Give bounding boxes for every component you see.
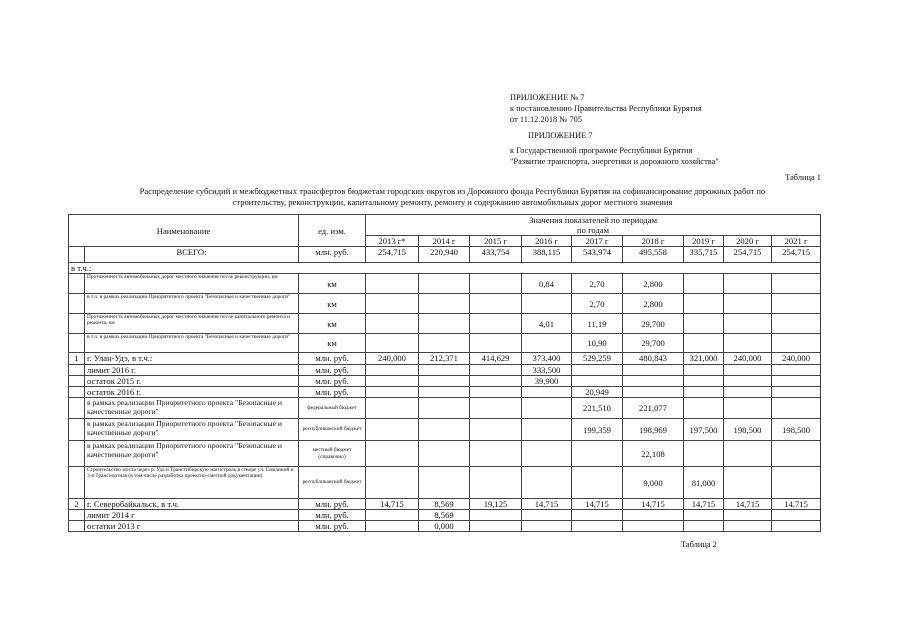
row-value	[772, 510, 821, 521]
row-value	[684, 376, 724, 387]
row-value: 240,000	[366, 353, 419, 365]
table-row	[69, 387, 821, 398]
row-unit: млн. руб.	[299, 365, 366, 376]
row-value	[772, 365, 821, 376]
table-row	[69, 499, 821, 510]
row-number	[69, 510, 85, 521]
row-value	[724, 274, 772, 294]
row-name: остаток 2015 г.	[85, 376, 299, 387]
row-name: в рамках реализации Приоритетного проекта "Безопасные и качественные дороги"	[85, 419, 299, 441]
row-value	[366, 376, 419, 387]
row-unit: республиканский бюджет	[299, 419, 366, 441]
row-value	[470, 314, 522, 334]
row-value	[366, 294, 419, 314]
row-value	[724, 365, 772, 376]
row-value: 221,510	[572, 398, 623, 419]
header-unit: ед. изм.	[299, 215, 366, 247]
row-unit: млн. руб.	[299, 499, 366, 510]
row-name: Строительство моста через р. Уда и Транссибирскую магистраль в створе ул. Смолиной и 3-я Транспортная (в том числе разработка проектно-сметной документации)	[85, 467, 299, 499]
row-value	[772, 376, 821, 387]
row-value: 2,800	[623, 274, 684, 294]
row-value	[684, 314, 724, 334]
row-number	[69, 521, 85, 532]
row-value	[522, 398, 572, 419]
row-value: 0,000	[419, 521, 470, 532]
row-value	[470, 467, 522, 499]
row-value: 4,01	[522, 314, 572, 334]
row-value	[366, 365, 419, 376]
row-unit: км	[299, 294, 366, 314]
row-value	[684, 334, 724, 353]
row-value: 335,715	[684, 247, 724, 263]
row-value: 9,000	[623, 467, 684, 499]
row-value: 543,974	[572, 247, 623, 263]
table-row	[69, 247, 821, 263]
header-line: к постановлению Правительства Республики Бурятия	[510, 104, 702, 113]
row-value	[470, 274, 522, 294]
row-value	[572, 376, 623, 387]
row-value	[572, 467, 623, 499]
row-value	[522, 387, 572, 398]
row-value: 221,077	[623, 398, 684, 419]
row-value	[470, 376, 522, 387]
row-value	[772, 314, 821, 334]
row-value	[522, 441, 572, 467]
row-value: 8,569	[419, 510, 470, 521]
row-value	[419, 314, 470, 334]
row-number: 2	[69, 499, 85, 510]
row-value	[684, 521, 724, 532]
row-value	[419, 294, 470, 314]
row-value	[470, 334, 522, 353]
header-year: 2014 г	[419, 236, 470, 247]
row-value	[522, 521, 572, 532]
row-value	[419, 467, 470, 499]
row-value	[623, 387, 684, 398]
row-value	[366, 314, 419, 334]
row-number: 1	[69, 353, 85, 365]
header-year: 2017 г	[572, 236, 623, 247]
row-value	[772, 274, 821, 294]
row-value	[419, 419, 470, 441]
row-unit: млн. руб.	[299, 376, 366, 387]
row-unit: федеральный бюджет	[299, 398, 366, 419]
row-value	[572, 521, 623, 532]
row-value	[470, 365, 522, 376]
header-name: Наименование	[69, 215, 299, 247]
row-value	[623, 521, 684, 532]
row-value: 29,700	[623, 334, 684, 353]
row-number	[69, 387, 85, 398]
row-number	[69, 376, 85, 387]
row-unit: млн. руб.	[299, 510, 366, 521]
header-year: 2018 г	[623, 236, 684, 247]
row-value	[470, 398, 522, 419]
table-label-2: Таблица 2	[681, 540, 717, 549]
row-value	[470, 510, 522, 521]
row-name: в т.ч. в рамках реализации Приоритетного проекта "Безопасные и качественные дороги"	[85, 294, 299, 314]
row-value: 212,371	[419, 353, 470, 365]
row-value	[772, 294, 821, 314]
table-row	[69, 510, 821, 521]
row-number	[69, 247, 85, 263]
row-value	[419, 365, 470, 376]
row-value	[470, 521, 522, 532]
row-number	[69, 441, 85, 467]
row-value	[772, 398, 821, 419]
table-row	[69, 334, 821, 353]
row-unit: местный бюджет (справочно)	[299, 441, 366, 467]
header-year: 2013 г*	[366, 236, 419, 247]
row-name: в рамках реализации Приоритетного проекта "Безопасные и качественные дороги"	[85, 398, 299, 419]
row-value	[419, 387, 470, 398]
row-value	[684, 510, 724, 521]
row-value: 373,400	[522, 353, 572, 365]
row-value: 240,000	[724, 353, 772, 365]
header-line: "Развитие транспорта, энергетики и дорожного хозяйства"	[510, 157, 719, 166]
row-unit: млн. руб.	[299, 353, 366, 365]
row-value: 14,715	[572, 499, 623, 510]
row-value: 14,715	[623, 499, 684, 510]
row-value: 529,259	[572, 353, 623, 365]
row-value	[470, 419, 522, 441]
row-name: в т.ч. в рамках реализации Приоритетного проекта "Безопасные и качественные дороги"	[85, 334, 299, 353]
header-periods	[366, 215, 821, 236]
row-value	[772, 467, 821, 499]
row-value: 29,700	[623, 314, 684, 334]
row-value	[366, 334, 419, 353]
row-value: 11,19	[572, 314, 623, 334]
row-value: 433,754	[470, 247, 522, 263]
table-row	[69, 419, 821, 441]
row-value: 254,715	[724, 247, 772, 263]
row-name: остаток 2016 г.	[85, 387, 299, 398]
row-value: 220,940	[419, 247, 470, 263]
row-value	[572, 510, 623, 521]
row-value	[724, 398, 772, 419]
row-value	[419, 376, 470, 387]
header-line: ПРИЛОЖЕНИЕ 7	[528, 131, 593, 140]
table-row	[69, 365, 821, 376]
row-value: 14,715	[724, 499, 772, 510]
row-value	[419, 398, 470, 419]
row-value	[724, 441, 772, 467]
row-value: 197,500	[684, 419, 724, 441]
row-number	[69, 274, 85, 294]
row-value: 333,500	[522, 365, 572, 376]
row-number	[69, 294, 85, 314]
row-value	[470, 387, 522, 398]
row-value	[623, 365, 684, 376]
row-value	[419, 274, 470, 294]
title-line: строительству, реконструкции, капитальному ремонту, ремонту и содержанию автомобильных дорог местного значения	[232, 197, 673, 207]
table-row	[69, 441, 821, 467]
row-label: в т.ч.:	[69, 263, 821, 274]
row-value	[684, 398, 724, 419]
row-value: 14,715	[522, 499, 572, 510]
header-line: ПРИЛОЖЕНИЕ № 7	[510, 93, 585, 102]
row-value: 19,125	[470, 499, 522, 510]
row-value	[366, 387, 419, 398]
row-value: 22,108	[623, 441, 684, 467]
row-number	[69, 419, 85, 441]
row-name: г. Северобайкальск, в т.ч.	[85, 499, 299, 510]
row-name: г. Улан-Удэ, в т.ч.:	[85, 353, 299, 365]
row-value: 39,900	[522, 376, 572, 387]
row-unit: республиканский бюджет	[299, 467, 366, 499]
document-title	[80, 186, 825, 208]
row-value: 14,715	[772, 499, 821, 510]
row-value	[419, 441, 470, 467]
row-value	[522, 467, 572, 499]
row-unit: млн. руб.	[299, 247, 366, 263]
table-row	[69, 294, 821, 314]
row-value: 199,359	[572, 419, 623, 441]
table-label-1: Таблица 1	[785, 173, 821, 182]
row-number	[69, 334, 85, 353]
header-line: от 11.12.2018 № 705	[510, 115, 582, 124]
header-year: 2015 г	[470, 236, 522, 247]
row-value: 240,000	[772, 353, 821, 365]
row-value	[684, 294, 724, 314]
row-value	[724, 467, 772, 499]
row-value	[724, 294, 772, 314]
table-row	[69, 353, 821, 365]
title-line: Распределение субсидий и межбюджетных трансфертов бюджетам городских округов из Дорожного фонда Республики Бурятия на софинансирование дорожных работ по	[139, 186, 766, 196]
row-value: 14,715	[684, 499, 724, 510]
row-unit: млн. руб.	[299, 521, 366, 532]
row-value	[623, 376, 684, 387]
row-value: 2,70	[572, 274, 623, 294]
header-year: 2020 г	[724, 236, 772, 247]
header-periods-line: Значения показателей по периодам	[529, 215, 658, 225]
table-row	[69, 274, 821, 294]
row-name: остатки 2013 г	[85, 521, 299, 532]
row-value	[366, 441, 419, 467]
row-value	[684, 441, 724, 467]
row-name: Протяженность автомобильных дорог местного значения после реконструкции, км	[85, 274, 299, 294]
subsidy-table	[68, 214, 821, 532]
row-value: 388,115	[522, 247, 572, 263]
row-name: лимит 2016 г.	[85, 365, 299, 376]
header-year: 2021 г	[772, 236, 821, 247]
row-number	[69, 314, 85, 334]
row-value	[772, 387, 821, 398]
row-value: 10,90	[572, 334, 623, 353]
table-row	[69, 263, 821, 274]
row-value: 198,500	[724, 419, 772, 441]
row-value: 198,500	[772, 419, 821, 441]
row-value	[684, 365, 724, 376]
table-row	[69, 314, 821, 334]
row-value	[724, 387, 772, 398]
row-value: 14,715	[366, 499, 419, 510]
row-value	[366, 274, 419, 294]
row-value: 2,800	[623, 294, 684, 314]
row-value: 198,969	[623, 419, 684, 441]
row-value	[724, 521, 772, 532]
row-value: 495,558	[623, 247, 684, 263]
row-value: 81,000	[684, 467, 724, 499]
row-value: 254,715	[772, 247, 821, 263]
row-value	[684, 274, 724, 294]
table-row	[69, 376, 821, 387]
row-name: Протяженность автомобильных дорог местного значения после капитального ремонта и ремонта, км	[85, 314, 299, 334]
row-value	[366, 419, 419, 441]
row-value	[572, 365, 623, 376]
row-value	[470, 294, 522, 314]
row-unit: км	[299, 274, 366, 294]
row-value: 20,949	[572, 387, 623, 398]
header-year: 2019 г	[684, 236, 724, 247]
row-value: 8,569	[419, 499, 470, 510]
row-value	[623, 510, 684, 521]
row-unit: км	[299, 334, 366, 353]
row-value: 254,715	[366, 247, 419, 263]
row-name: лимит 2014 г	[85, 510, 299, 521]
row-value: 0,84	[522, 274, 572, 294]
row-value: 480,843	[623, 353, 684, 365]
row-value	[366, 521, 419, 532]
row-value	[366, 510, 419, 521]
header-year: 2016 г	[522, 236, 572, 247]
row-value	[419, 334, 470, 353]
row-unit: км	[299, 314, 366, 334]
row-value	[684, 387, 724, 398]
row-value	[522, 334, 572, 353]
row-value	[572, 441, 623, 467]
row-value: 414,629	[470, 353, 522, 365]
row-value	[772, 521, 821, 532]
row-value	[366, 398, 419, 419]
row-number	[69, 467, 85, 499]
row-value	[522, 510, 572, 521]
header-periods-line: по годам	[577, 225, 610, 235]
header-line: к Государственной программе Республики Бурятия	[510, 146, 693, 155]
row-value	[724, 334, 772, 353]
row-value	[470, 441, 522, 467]
row-value	[772, 441, 821, 467]
row-unit: млн. руб.	[299, 387, 366, 398]
table-row	[69, 467, 821, 499]
row-value	[724, 314, 772, 334]
row-number	[69, 365, 85, 376]
table-row	[69, 521, 821, 532]
row-name: ВСЕГО:	[85, 247, 299, 263]
row-value	[724, 376, 772, 387]
row-number	[69, 398, 85, 419]
table-row	[69, 398, 821, 419]
row-value	[724, 510, 772, 521]
row-value: 2,70	[572, 294, 623, 314]
row-value	[366, 467, 419, 499]
row-value	[522, 294, 572, 314]
row-value: 321,000	[684, 353, 724, 365]
row-value	[522, 419, 572, 441]
row-name: в рамках реализации Приоритетного проекта "Безопасные и качественные дороги"	[85, 441, 299, 467]
row-value	[772, 334, 821, 353]
